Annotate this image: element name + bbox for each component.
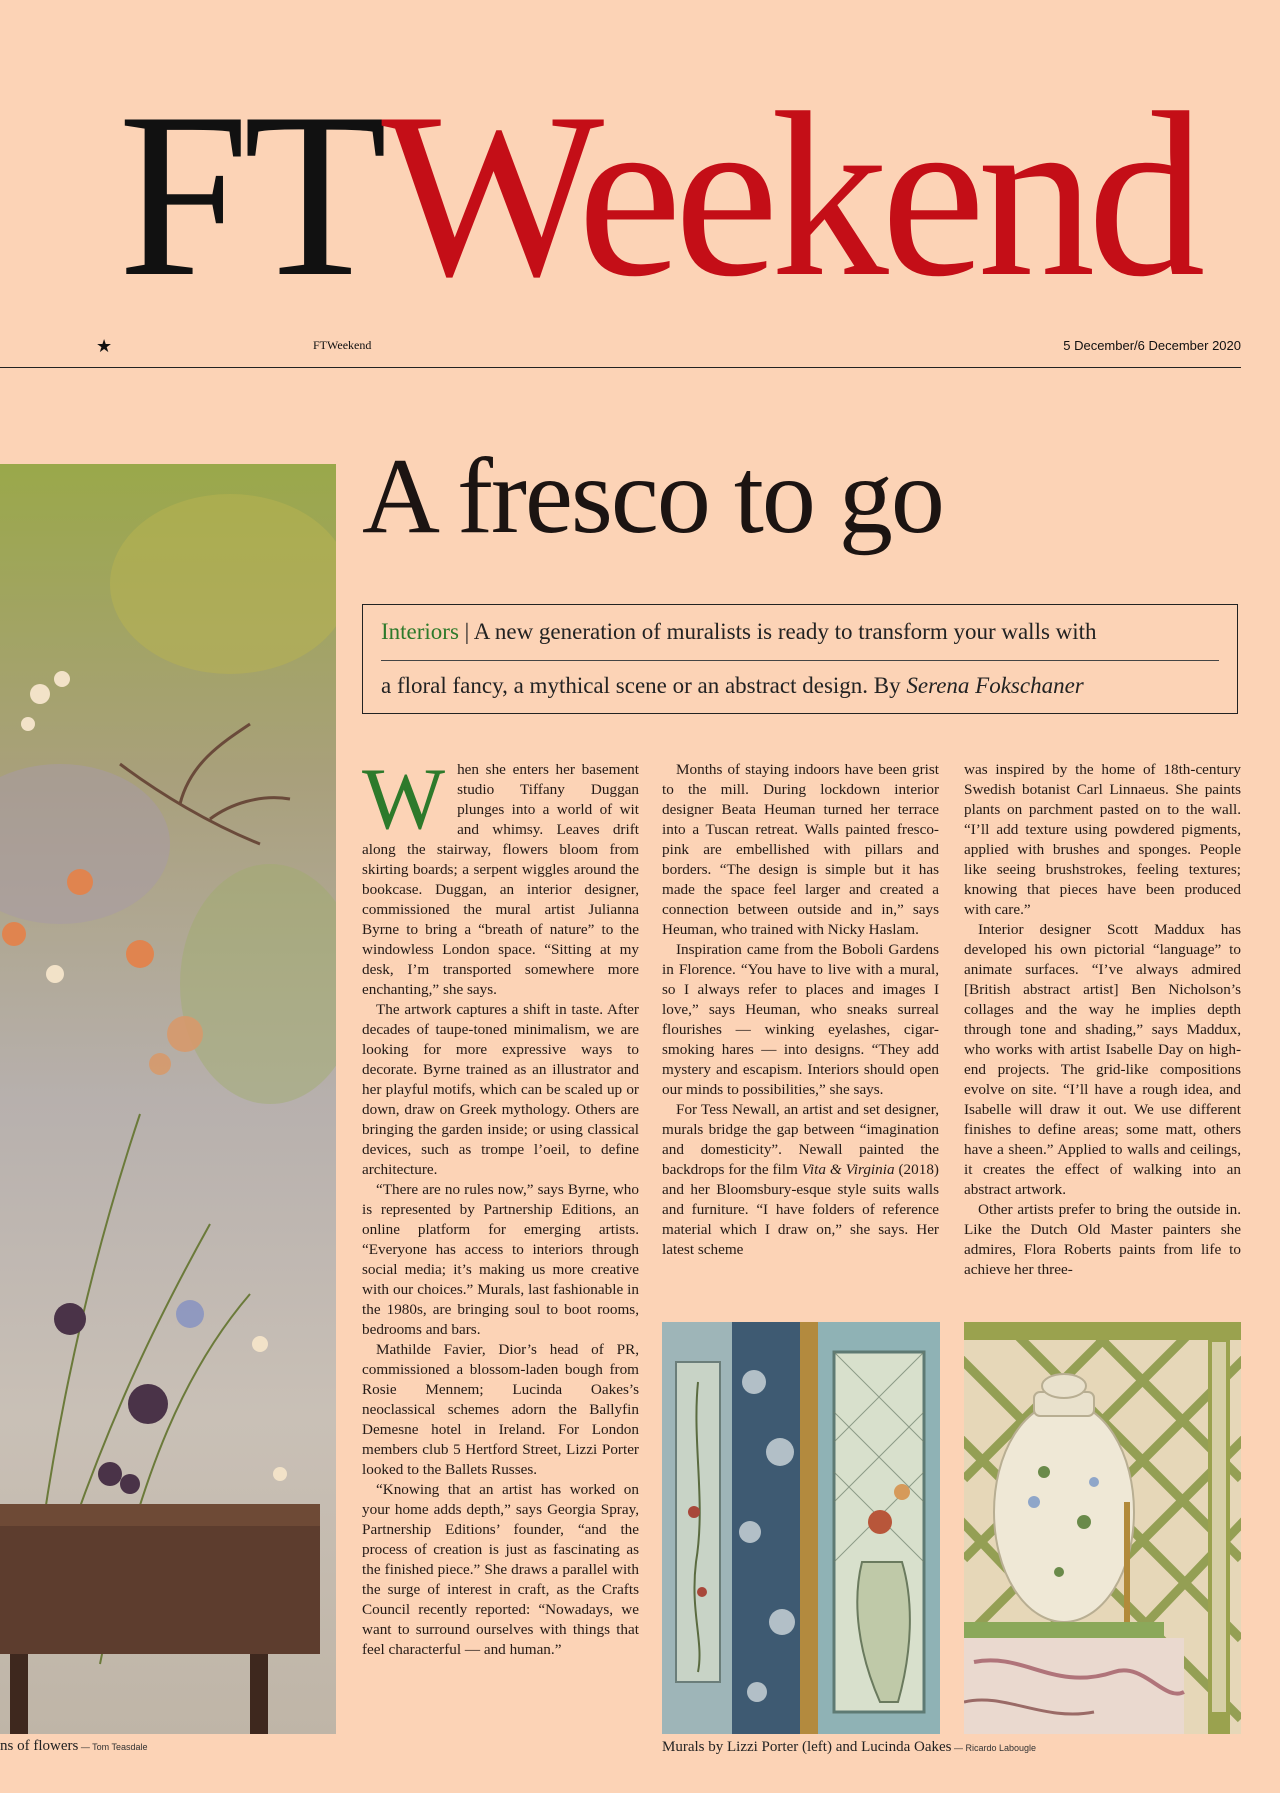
trellis-mural-photo xyxy=(964,1322,1241,1734)
body-paragraph: “There are no rules now,” says Byrne, who is represented by Partnership Editions, an online platform for emerging artists. “Everyone has access to interiors through social media; it’s making us more creative with our choices.” Murals, last fashionable in the 1980s, are bringing soul to boot rooms, bedrooms and bars. xyxy=(362,1181,639,1338)
section-label[interactable]: Interiors xyxy=(381,619,459,644)
film-title: Vita & Virginia xyxy=(801,1161,895,1178)
body-column-1 xyxy=(362,751,639,1660)
body-paragraph: Mathilde Favier, Dior’s head of PR, commissioned a blossom-laden bough from Rosie Mennem; Lucinda Oakes’s neoclassical schemes adorn the Ballyfin Demesne hotel in Ireland. For London members club 5 Hertford Street, Lizzi Porter looked to the Ballets Russes. xyxy=(362,1341,639,1478)
body-paragraph: For Tess Newall, an artist and set designer, murals bridge the gap between “imagination and domesticity”. Newall painted the backdrops for the film Vita & Virginia (2018) and her Bloomsbury-esque style suits walls and furniture. “I have folders of reference material which I draw on,” she says. Her latest scheme xyxy=(662,1101,939,1258)
running-head-section: FTWeekend xyxy=(313,338,372,352)
floral-mural-photo xyxy=(0,464,336,1734)
standfirst-line-1 xyxy=(381,619,1097,645)
body-column-3 xyxy=(964,760,1241,1280)
masthead xyxy=(118,65,1198,326)
author-byline[interactable]: Serena Fokschaner xyxy=(906,673,1084,698)
bottom-photos-caption xyxy=(662,1739,1036,1756)
door-mural-illustration xyxy=(662,1322,940,1734)
standfirst-text-1: A new generation of muralists is ready to transform your walls with xyxy=(473,619,1097,644)
body-paragraph: Interior designer Scott Maddux has developed his own pictorial “language” to animate surfaces. “I’ve always admired [British abstract artist] Ben Nicholson’s collages and the way he implies depth through tone and shading,” says Maddux, who works with artist Isabelle Day on high-end projects. The grid-like compositions evolve on site. “I’ll have a rough idea, and Isabelle will draw it out. We use different finishes to define areas; some matt, others have a sheen.” Applied to walls and ceilings, it creates the effect of walking into an abstract artwork. xyxy=(964,921,1241,1198)
masthead-weekend: Weekend xyxy=(381,65,1198,326)
mid-caption-text: Murals by Lizzi Porter (left) and Lucinda Oakes xyxy=(662,1739,952,1755)
body-paragraph: Inspiration came from the Boboli Gardens in Florence. “You have to live with a mural, so I always refer to places and images I love,” says Heuman, who sneaks surreal flourishes — winking eyelashes, cigar-smoking hares — into designs. “They add mystery and escapism. Interiors should open our minds to possibilities,” she says. xyxy=(662,941,939,1098)
trellis-mural-illustration xyxy=(964,1322,1241,1734)
left-caption-credit: — Tom Teasdale xyxy=(78,1742,148,1752)
body-paragraph: was inspired by the home of 18th-century Swedish botanist Carl Linnaeus. She paints plants on parchment pasted on to the wall. “I’ll add texture using powdered pigments, applied with brushes and sponges. People like seeing brushstrokes, feeling textures; knowing that pieces have been produced with care.” xyxy=(964,761,1241,918)
floral-mural-illustration xyxy=(0,464,336,1734)
body-paragraph: Months of staying indoors have been grist to the mill. During lockdown interior designer Beata Heuman turned her terrace into a Tuscan retreat. Walls painted fresco-pink are embellished with pillars and borders. “The design is simple but it has made the space feel larger and created a connection between outside and in,” says Heuman, who trained with Nicky Haslam. xyxy=(662,761,939,938)
drop-cap: W xyxy=(362,751,446,848)
standfirst-separator: | xyxy=(458,619,474,644)
body-paragraph: The artwork captures a shift in taste. After decades of taupe-toned minimalism, we are looking for more expressive ways to decorate. Byrne trained as an illustrator and her playful motifs, which can be scaled up or down, draw on Greek mythology. Others are bringing the garden inside; or using classical devices, such as trompe l’oeil, to define architecture. xyxy=(362,1001,639,1178)
standfirst-text-2: a floral fancy, a mythical scene or an abstract design. By xyxy=(381,673,907,698)
standfirst-line-2 xyxy=(381,673,1084,699)
header-rule xyxy=(0,367,1241,368)
body-column-2 xyxy=(662,760,939,1260)
body-paragraph: When she enters her basement studio Tiffany Duggan plunges into a world of wit and whimsy. Leaves drift along the stairway, flowers bloom from skirting boards; a serpent wiggles around the bookcase. Duggan, an interior designer, commissioned the mural artist Julianna Byrne to bring a “breath of nature” to the windowless London space. “Sitting at my desk, I’m transported somewhere more enchanting,” she says. xyxy=(362,751,639,998)
issue-date: 5 December/6 December 2020 xyxy=(1063,338,1241,353)
article-headline: A fresco to go xyxy=(362,437,943,556)
left-photo-caption xyxy=(0,1738,148,1755)
body-paragraph: Other artists prefer to bring the outside in. Like the Dutch Old Master painters she admires, Flora Roberts paints from life to achieve her three- xyxy=(964,1201,1241,1278)
standfirst-box xyxy=(362,604,1238,714)
masthead-ft: FT xyxy=(118,65,382,326)
body-paragraph: “Knowing that an artist has worked on your home adds depth,” says Georgia Spray, Partnership Editions’ founder, “and the process of creation is just as fascinating as the finished piece.” She draws a parallel with the surge of interest in craft, as the Crafts Council recently reported: “Nowadays, we want to surround ourselves with things that feel characterful — and human.” xyxy=(362,1481,639,1658)
star-icon: ★ xyxy=(96,336,113,357)
mid-caption-credit: — Ricardo Labougle xyxy=(951,1743,1037,1753)
left-caption-text: ns of flowers xyxy=(0,1738,79,1754)
door-mural-photo xyxy=(662,1322,940,1734)
standfirst-rule xyxy=(381,660,1219,661)
